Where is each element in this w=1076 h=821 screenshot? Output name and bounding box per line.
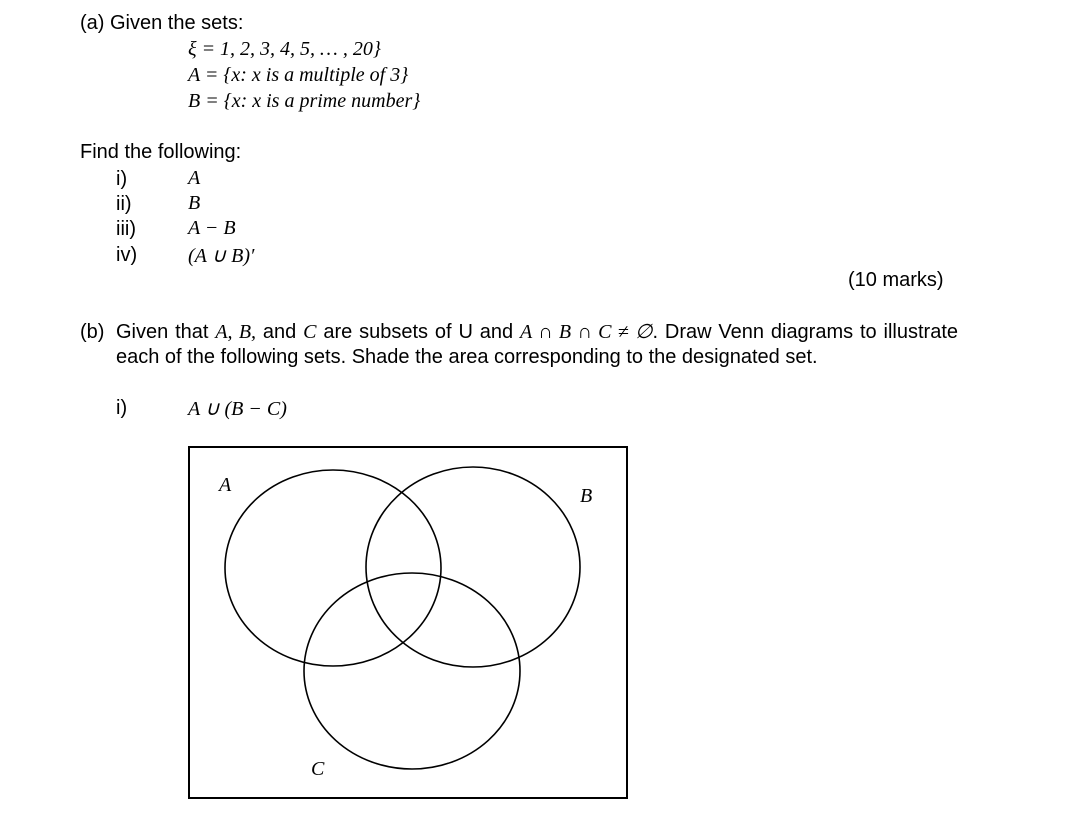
circle-c [304,573,520,769]
part-b-text: are subsets of U and [316,321,520,343]
item-number: ii) [116,193,132,215]
part-b-text: and [256,321,304,343]
marks-label: (10 marks) [848,269,944,291]
item-expression: A [188,167,201,189]
venn-diagram [188,446,628,799]
part-b-label: (b) [80,321,105,343]
item-number: iv) [116,244,138,266]
venn-label-b: B [580,485,593,507]
find-following-label: Find the following: [80,141,242,163]
set-list: A, B, [215,321,257,343]
venn-label-c: C [311,758,325,780]
set-c-symbol: C [303,321,317,343]
part-b-paragraph [80,320,958,370]
part-b-item-expression: A ∪ (B − C) [188,398,287,420]
part-b-text: Given that [116,321,216,343]
set-a-definition: A = {x: x is a multiple of 3} [188,64,409,86]
part-a-heading: (a) Given the sets: [80,12,244,34]
universal-set-definition: ξ = 1, 2, 3, 4, 5, … , 20} [188,38,381,60]
part-b-text: . Draw Venn diagrams to illustrate each of the following sets. Shade the area corresponding to the designated set. [116,321,958,368]
part-b-item-number: i) [116,397,128,419]
item-number: iii) [116,218,136,240]
item-number: i) [116,168,128,190]
circle-b [366,467,580,667]
set-b-definition: B = {x: x is a prime number} [188,90,421,112]
circle-a [225,470,441,666]
intersection-condition: A ∩ B ∩ C ≠ ∅ [519,321,653,343]
item-expression: A − B [188,217,236,239]
venn-label-a: A [219,474,232,496]
item-expression: B [188,192,201,214]
item-expression: (A ∪ B)′ [188,245,255,267]
